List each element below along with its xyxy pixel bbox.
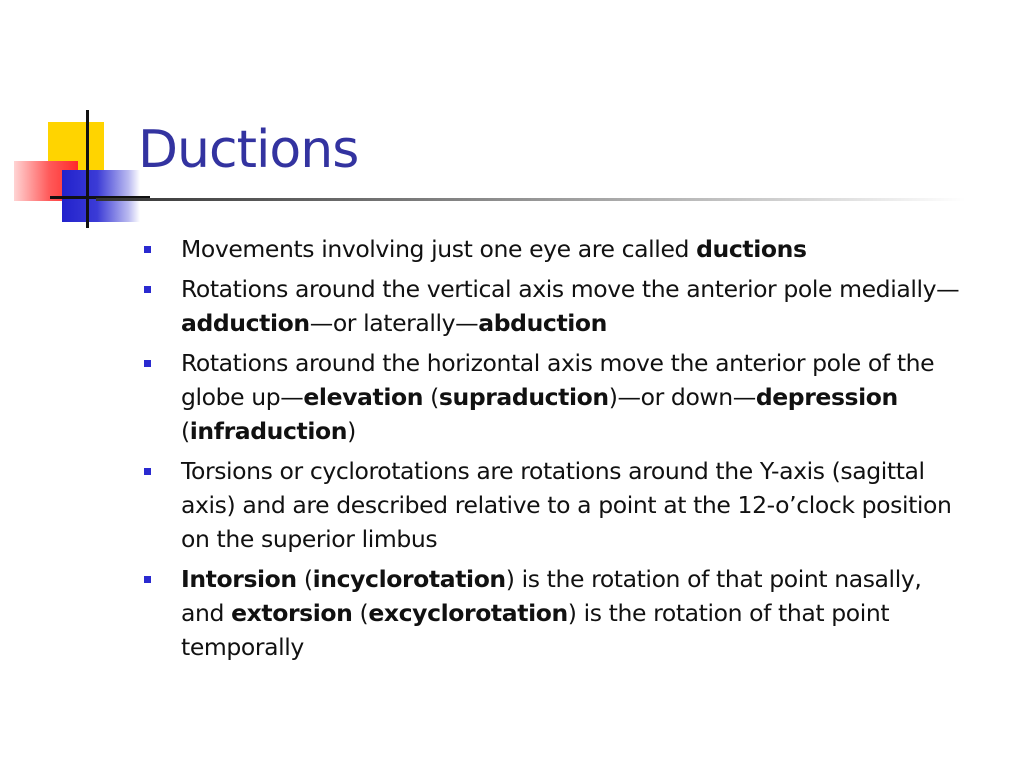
bullet-text: )—or down— xyxy=(608,383,756,411)
bullet-text: —or laterally— xyxy=(309,309,479,337)
bold-term: infraduction xyxy=(189,417,348,445)
bold-term: depression xyxy=(755,383,898,411)
bullet-square-icon xyxy=(144,286,151,293)
bullet-text: ) xyxy=(347,417,356,445)
bullet-item xyxy=(140,232,970,266)
title-underline xyxy=(96,198,966,201)
bullet-item xyxy=(140,562,970,664)
bold-term: adduction xyxy=(181,309,310,337)
bullet-item xyxy=(140,454,970,556)
slide-title: Ductions xyxy=(138,120,359,180)
bullet-square-icon xyxy=(144,576,151,583)
bullet-text: ( xyxy=(296,565,313,593)
bullet-text: ( xyxy=(423,383,439,411)
bold-term: abduction xyxy=(478,309,608,337)
bullet-list xyxy=(140,232,970,670)
bullet-text: ) is the rotation of that point temporally xyxy=(181,599,890,661)
bullet-square-icon xyxy=(144,468,151,475)
vertical-line xyxy=(86,110,89,228)
decorative-logo xyxy=(0,100,150,240)
bullet-text: Movements involving just one eye are called xyxy=(181,235,697,263)
bullet-text: Rotations around the vertical axis move the anterior pole medially— xyxy=(181,275,960,303)
bullet-square-icon xyxy=(144,246,151,253)
bold-term: ductions xyxy=(696,235,807,263)
bullet-item xyxy=(140,272,970,340)
bold-term: elevation xyxy=(303,383,424,411)
bold-term: incyclorotation xyxy=(312,565,506,593)
bullet-square-icon xyxy=(144,360,151,367)
bullet-text: ) is the rotation of that point nasally, and xyxy=(181,565,922,627)
bullet-text: Rotations around the horizontal axis move the anterior pole of the globe up— xyxy=(181,349,935,411)
bullet-text: ( xyxy=(181,417,190,445)
bold-term: extorsion xyxy=(231,599,353,627)
bold-term: excyclorotation xyxy=(368,599,568,627)
bullet-text: Torsions or cyclorotations are rotations around the Y-axis (sagittal axis) and are described relative to a point at the 12-o’clock position on the superior limbus xyxy=(181,457,952,553)
bullet-text: ( xyxy=(352,599,369,627)
bold-term: supraduction xyxy=(438,383,609,411)
bold-term: Intorsion xyxy=(181,565,297,593)
bullet-item xyxy=(140,346,970,448)
